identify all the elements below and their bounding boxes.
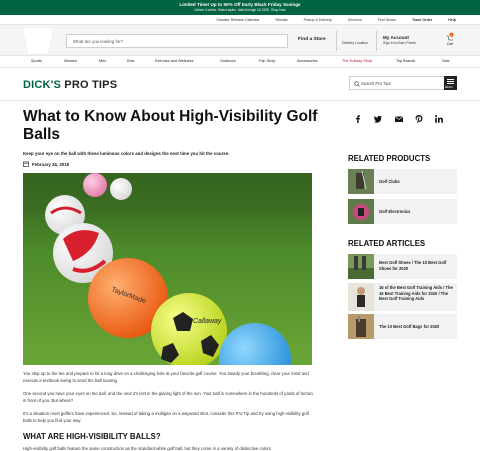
header-divider — [336, 31, 337, 51]
utility-link-pickup[interactable]: Pickup & Delivery — [303, 17, 332, 22]
protips-search-placeholder: Search Pro Tips — [361, 81, 391, 86]
utility-link-services[interactable]: Services — [347, 17, 362, 22]
product-thumbnail — [348, 169, 374, 194]
svg-text:TaylorMade: TaylorMade — [110, 286, 147, 306]
menu-icon — [447, 79, 454, 80]
section-heading-high-visibility: WHAT ARE HIGH-VISIBILITY BALLS? — [23, 432, 161, 441]
site-header — [0, 24, 480, 56]
nav-item-holiday-shop[interactable]: The Holiday Shop — [342, 59, 373, 63]
related-article-golf-shoes[interactable] — [348, 254, 457, 279]
article-title: What to Know About High-Visibility Golf Balls — [23, 108, 318, 143]
pinterest-icon[interactable] — [414, 114, 424, 124]
article-thumbnail — [348, 314, 374, 339]
nav-item-accessories[interactable]: Accessories — [297, 59, 318, 63]
linkedin-icon[interactable] — [434, 114, 444, 124]
facebook-icon[interactable] — [353, 114, 363, 124]
related-article-label: Best Golf Shoes / The 10 Best Golf Shoes for 2020 — [379, 260, 447, 271]
delivery-location-link[interactable]: Delivery Location — [342, 41, 369, 45]
nav-item-men[interactable]: Men — [99, 59, 107, 63]
related-articles-title: RELATED ARTICLES — [348, 239, 426, 248]
search-placeholder: What are you looking for? — [73, 39, 124, 44]
promo-banner[interactable] — [0, 0, 480, 15]
brand-dicks: DICK'S — [23, 79, 62, 91]
account-subtitle: Sign In to Earn Points — [383, 41, 416, 45]
my-account-link[interactable] — [383, 35, 416, 45]
related-article-training-aids[interactable] — [348, 283, 457, 311]
article-paragraph-2: One second you have your eyes on the ball, and the next it's lost in the glaring light of the sun. Your ball is somewhere in the hundreds of yards of terrain in front of you. But where? — [23, 391, 313, 403]
article-thumbnail — [348, 283, 374, 311]
related-article-label: The 10 Best Golf Bags for 2020 — [379, 324, 440, 329]
nav-item-sports[interactable]: Sports — [31, 59, 42, 63]
related-article-label: 16 of the Best Golf Training Aids / The 16 Best Training Aids for 2020 / The Best Golf Training Aids — [379, 285, 453, 302]
nav-item-kids[interactable]: Kids — [127, 59, 135, 63]
utility-link-track-order[interactable]: Track Order — [412, 17, 433, 22]
nav-item-top-brands[interactable]: Top Brands — [396, 59, 416, 63]
svg-text:Callaway: Callaway — [193, 318, 222, 325]
header-divider — [376, 31, 377, 51]
promo-headline: Limited Time! Up to 50% Off Early Black Friday Savings — [179, 2, 301, 7]
related-product-label: Golf Clubs — [379, 179, 400, 184]
utility-nav — [208, 16, 464, 23]
promo-subline: Deliver it online. Select styles. Valid through 11/13/20. Shop Now — [194, 8, 286, 12]
article-date-text: February 26, 2018 — [32, 161, 70, 167]
account-title: My Account — [383, 35, 409, 40]
hero-image-golf-balls — [23, 173, 312, 365]
cart-label: Cart — [446, 42, 454, 46]
calendar-icon — [23, 161, 29, 167]
twitter-icon[interactable] — [373, 114, 383, 124]
brand-pro-tips: PRO TIPS — [61, 79, 118, 91]
article-subtitle: Keep your eye on the ball with these luminous colors and designs the next time you hit the course. — [23, 151, 230, 156]
menu-label: MENU — [445, 86, 453, 89]
related-product-label: Golf Electronics — [379, 209, 411, 214]
article-paragraph-3: It's a situation most golfers have experienced. So, instead of taking a mulligan on a wayward shot, consider this Pro Tip and try using high-visibility golf balls to help you find your way. — [23, 411, 309, 423]
article-thumbnail — [348, 254, 374, 279]
article-paragraph-4: High-visibility golf balls feature the same construction as the standard white golf ball, but they come in a variety of distinctive colors — [23, 446, 271, 451]
email-icon[interactable] — [394, 114, 404, 124]
menu-button[interactable] — [444, 76, 457, 90]
related-product-golf-electronics[interactable] — [348, 199, 457, 224]
related-products-title: RELATED PRODUCTS — [348, 154, 431, 163]
search-input[interactable] — [66, 34, 288, 48]
utility-link-rentals[interactable]: Rentals — [275, 17, 288, 22]
find-store-link[interactable]: Find a Store — [298, 37, 326, 42]
utility-link-find-stores[interactable]: Find Stores — [377, 17, 397, 22]
dicks-logo[interactable] — [18, 26, 58, 56]
article-date — [23, 161, 69, 167]
utility-link-help[interactable]: Help — [448, 17, 456, 22]
search-icon — [354, 81, 360, 87]
utility-link-sneaker[interactable]: Sneaker Release Calendar — [216, 17, 260, 22]
protips-search-input[interactable] — [349, 76, 457, 90]
related-article-golf-bags[interactable] — [348, 314, 457, 339]
nav-item-fan-shop[interactable]: Fan Shop — [259, 59, 276, 63]
cart-button[interactable] — [445, 32, 455, 46]
nav-item-women[interactable]: Women — [64, 59, 78, 63]
related-product-golf-clubs[interactable] — [348, 169, 457, 194]
product-thumbnail — [348, 199, 374, 224]
article-paragraph-1: You step up to the tee and prepare to hit a long drive on a challenging hole at your favorite golf course. You steady your breathing, clear your mind and execute a textbook swing to send the ball soaring. — [23, 371, 309, 383]
protips-brand[interactable] — [23, 79, 117, 91]
cart-icon — [445, 32, 455, 42]
nav-item-outdoors[interactable]: Outdoors — [220, 59, 236, 63]
nav-item-exercise[interactable]: Exercise and Wellness — [155, 59, 194, 63]
cart-count: 0 — [450, 33, 453, 37]
menu-icon — [447, 83, 454, 84]
nav-item-sale[interactable]: Sale — [442, 59, 450, 63]
menu-icon — [447, 81, 454, 82]
category-nav — [0, 56, 480, 68]
